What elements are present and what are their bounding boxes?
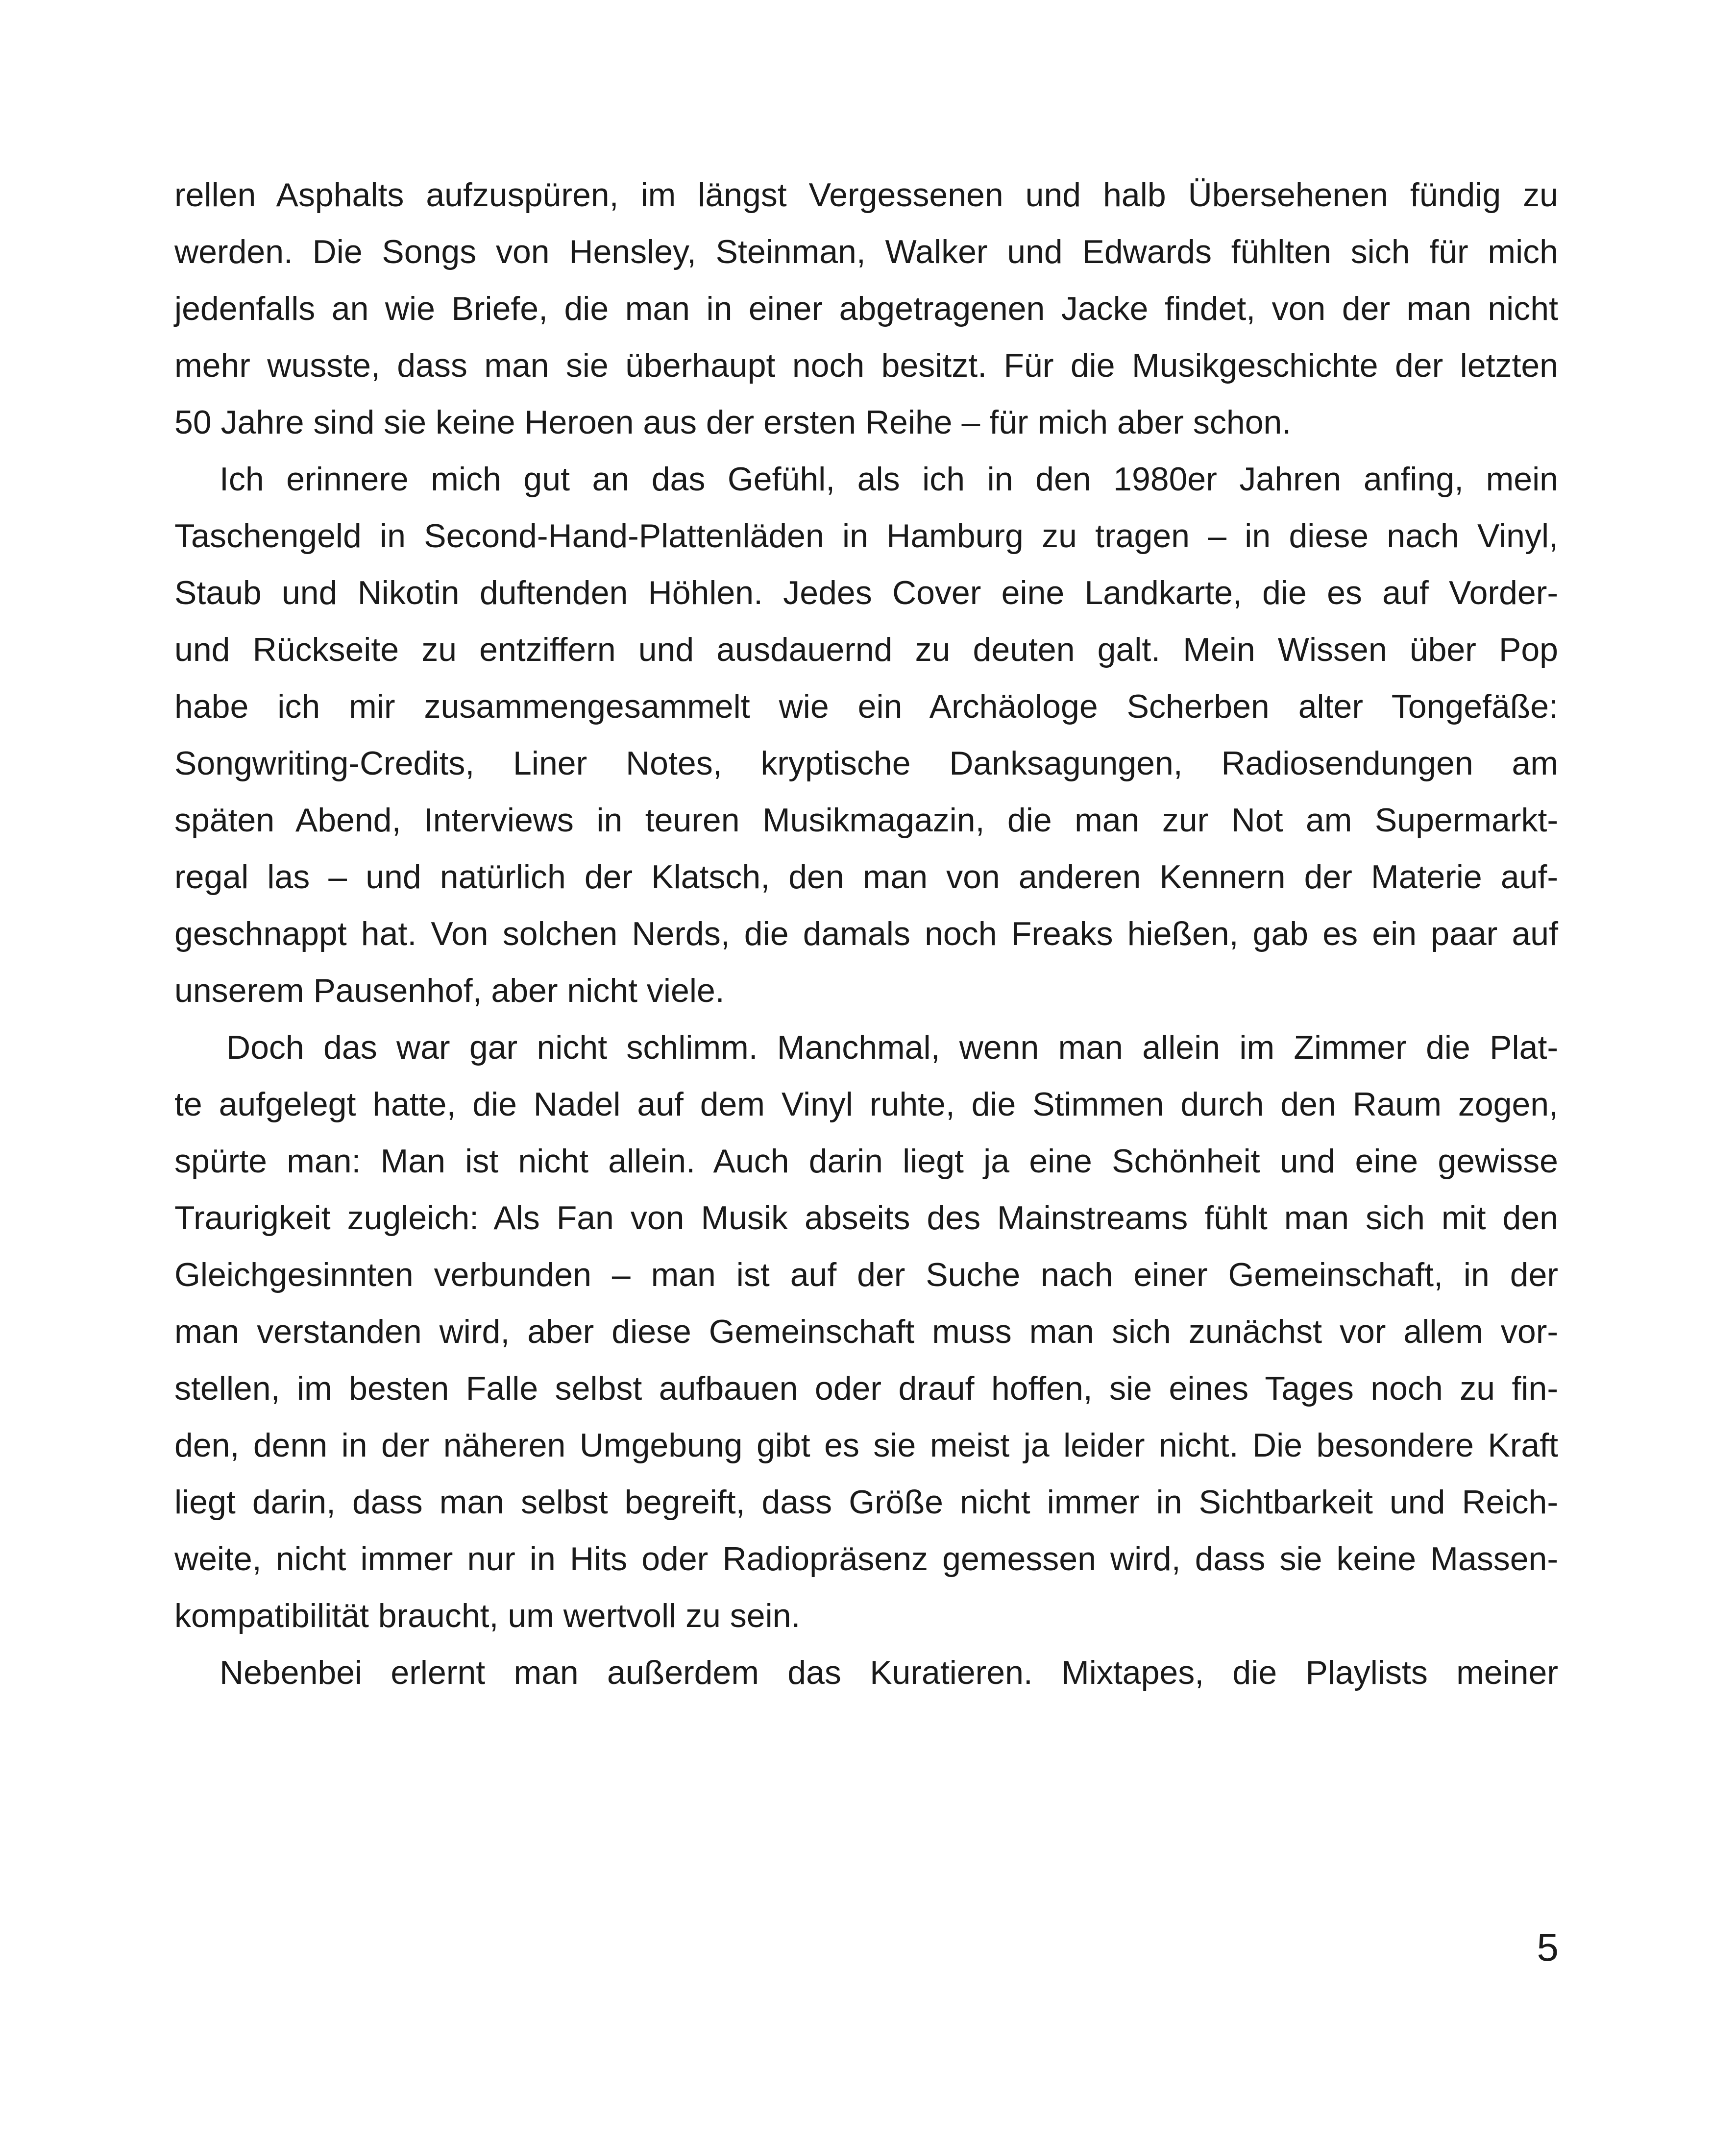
text-line: werden. Die Songs von Hensley, Steinman, Walker und Edwards fühlten sich für mich [174,233,1558,270]
text-line: Songwriting-Credits, Liner Notes, kryptische Danksagungen, Radiosendungen am [174,745,1558,782]
text-line: Ich erinnere mich gut an das Gefühl, als ich in den 1980er Jahren anfing, mein [220,461,1558,498]
text-line: te aufgelegt hatte, die Nadel auf dem Vinyl ruhte, die Stimmen durch den Raum zogen, [174,1086,1558,1123]
text-line: 50 Jahre sind sie keine Heroen aus der ersten Reihe – für mich aber schon. [174,404,1292,441]
text-line: liegt darin, dass man selbst begreift, dass Größe nicht immer in Sichtbarkeit und Reich- [174,1484,1558,1521]
text-line: mehr wusste, dass man sie überhaupt noch besitzt. Für die Musikgeschichte der letzten [174,347,1558,384]
paragraph-1 [174,167,1558,451]
text-line: kompatibilität braucht, um wertvoll zu sein. [174,1597,801,1634]
text-line: Staub und Nikotin duftenden Höhlen. Jedes Cover eine Landkarte, die es auf Vorder- [174,574,1558,611]
text-line: Taschengeld in Second-Hand-Plattenläden in Hamburg zu tragen – in diese nach Vinyl, [174,517,1558,555]
body-text [174,167,1558,1701]
paragraph-2 [174,451,1558,1019]
text-line: späten Abend, Interviews in teuren Musikmagazin, die man zur Not am Supermarkt- [174,802,1558,839]
text-line: rellen Asphalts aufzuspüren, im längst Vergessenen und halb Übersehenen fündig zu [174,176,1558,214]
text-line: habe ich mir zusammengesammelt wie ein Archäologe Scherben alter Tongefäße: [174,688,1558,725]
text-line: Nebenbei erlernt man außerdem das Kuratieren. Mixtapes, die Playlists meiner [220,1654,1558,1691]
text-line: weite, nicht immer nur in Hits oder Radiopräsenz gemessen wird, dass sie keine Massen- [174,1540,1558,1578]
text-line: unserem Pausenhof, aber nicht viele. [174,972,725,1009]
text-line: Doch das war gar nicht schlimm. Manchmal, wenn man allein im Zimmer die Plat- [226,1029,1558,1066]
text-line: geschnappt hat. Von solchen Nerds, die damals noch Freaks hießen, gab es ein paar auf [174,915,1558,952]
text-line: stellen, im besten Falle selbst aufbauen oder drauf hoffen, sie eines Tages noch zu fin- [174,1370,1558,1407]
paragraph-3 [174,1019,1558,1644]
text-line: spürte man: Man ist nicht allein. Auch darin liegt ja eine Schönheit und eine gewisse [174,1143,1558,1180]
text-line: und Rückseite zu entziffern und ausdauernd zu deuten galt. Mein Wissen über Pop [174,631,1558,668]
text-line: den, denn in der näheren Umgebung gibt es sie meist ja leider nicht. Die besondere Kraft [174,1427,1558,1464]
text-line: regal las – und natürlich der Klatsch, den man von anderen Kennern der Materie auf- [174,858,1558,896]
page-number: 5 [1537,1925,1559,1969]
text-line: Traurigkeit zugleich: Als Fan von Musik abseits des Mainstreams fühlt man sich mit den [174,1199,1558,1237]
text-line: man verstanden wird, aber diese Gemeinschaft muss man sich zunächst vor allem vor- [174,1313,1558,1350]
text-line: jedenfalls an wie Briefe, die man in einer abgetragenen Jacke findet, von der man nicht [174,290,1558,327]
paragraph-4 [174,1644,1558,1701]
text-line: Gleichgesinnten verbunden – man ist auf der Suche nach einer Gemeinschaft, in der [174,1256,1558,1293]
